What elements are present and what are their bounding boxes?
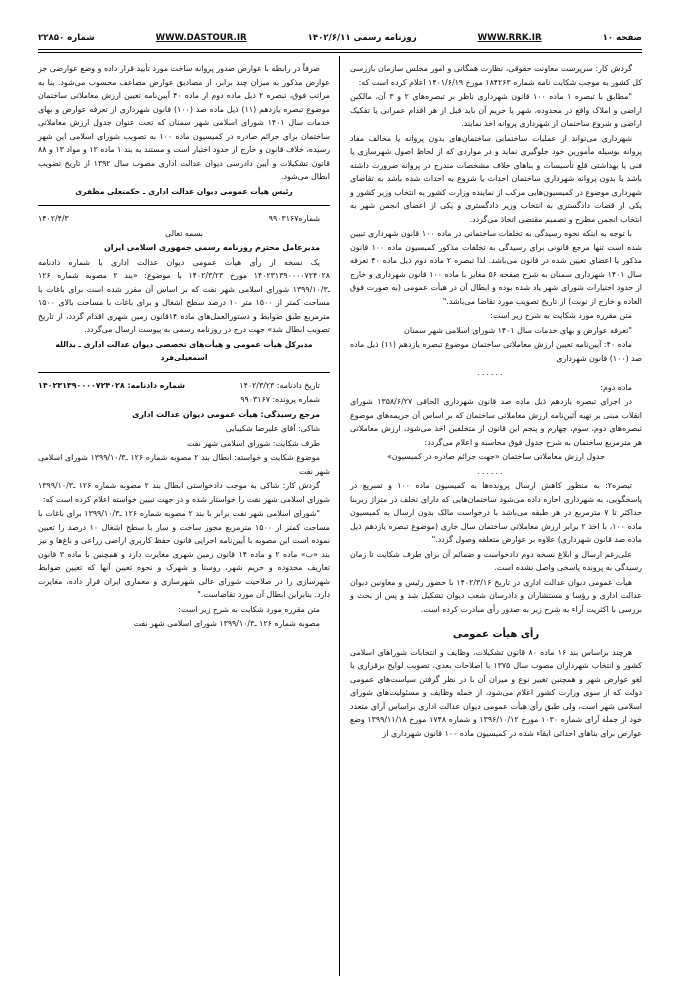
paragraph: صرفاً در رابطه با عوارض صدور پروانه ساخت مورد تأیید قرار داده و وضع عوارضی جز عوارض مذکور به میزان چند برابر، از مصادیق عوارض مضاعف محسوب می‌شود. بنا به مراتب فوق، تبصره ۲ ذیل ماده دوم از ماده ۴۰ آیین‌نامه تعیین ارزش معاملاتی ساختمان موضوع تبصره یازدهم (۱۱) ذیل ماده صد (۱۰۰) قانون شهرداری از تعرفه عوارض و بهای خدمات سال ۱۴۰۱ شورای اسلامی شهر سمنان که تحت عنوان جدول ارزش معاملاتی ساختمان برای جرائم صادره در کمیسیون ماده ۱۰۰ به تصویب شورای اسلامی این شهر رسیده، خلاف قانون و خارج از حدود اختیار است و مستند به بند ۱ ماده ۱۲ و مواد ۱۳ و ۸۸ قانون تشکیلات و آیین دادرسی دیوان عدالت اداری مصوب سال ۱۳۹۲ از تاریخ تصویب ابطال می‌شود. (38, 64, 331, 181)
signature: مدیرکل هیأت عمومی و هیأت‌های تخصصی دیوان عدالت اداری ـ یدالله اسمعیلی‌فرد (55, 339, 313, 362)
file-number: شماره پرونده: ۹۹۰۳۱۶۷ (240, 395, 320, 404)
paragraph: "شورای اسلامی شهر نفت برابر با بند ۲ مصوبه شماره ۱۲۶ ـ۱۳۹۹/۱۰/۳ برای باغات با مساحت کمتر از ۱۵۰۰ مترمربع مجوز ساخت و ساز با سطح اشغال ۱۰ درصد را تعیین نموده است این مصوبه با آیین‌نامه اجرایی قانون حفظ کاربری اراضی زراعی و باغ‌ها و نیز بند «ب» ماده ۲ و ماده ۱۴ قانون زمین شهری مغایرت دارد و همچنین با ماده ۳ قانون تعاریف محدوده و حریم شهر، روستا و شهرک و نحوه تعیین آنها که تعیین ضوابط شهرسازی را در صلاحیت شورای عالی شهرسازی و معماری ایران قرار داده، مغایرت دارد. بنابراین ابطال آن مورد تقاضاست." (38, 509, 330, 599)
newspaper-date: روزنامه رسمی ۱۴۰۲/۶/۱۱ (307, 33, 417, 43)
paragraph: با توجه به اینکه نحوه رسیدگی به تخلفات ساختمانی در ماده ۱۰۰ قانون شهرداری تبیین شده است تنها مرجع قانونی برای رسیدگی به تخلفات مذکور کمیسیون ماده ۱۰۰ قانون مذکور یا اعضای تعیین شده در قانون می‌باشد. لذا تبصره ۲ ماده دوم ذیل ماده ۴۰ تعرفه سال ۱۴۰۱ شهرداری سمنان به شرح صفحه ۵۶ مغایر با ماده ۱۰۰ قانون شهرداری و خارج از حدود اختیارات شورای شهر یاد شده بوده و ابطال آن در هیأت عمومی (به صورت فوق العاده و خارج از نوبت) از تاریخ تصویب مورد تقاضا می‌باشد." (350, 229, 642, 306)
letter-meta (38, 212, 330, 226)
url-left[interactable]: WWW.DASTOUR.IR (155, 33, 247, 43)
paragraph: در اجرای تبصره یازدهم ذیل ماده صد قانون شهرداری الحاقی ۱۳۵۸/۶/۲۷ شورای انقلاب مبنی بر تهیه آئین‌نامه ارزش معاملاتی ساختمان که بر اساس آن جریمه‌های موضوع تبصره‌های دوم، سوم، چهارم و پنجم این قانون از متخلفین اخذ می‌شود، ارزش معاملاتی هر مترمربع ساختمان به شرح جدول فوق محاسبه و اعلام می‌گردد: (350, 397, 642, 447)
left-column (38, 62, 330, 632)
paragraph: متن مقرره مورد شکایت به شرح زیر است: (178, 604, 320, 614)
right-column (350, 62, 642, 741)
paragraph: "تعرفه عوارض و بهای خدمات سال ۱۴۰۱ شورای اسلامی شهر سمنان (404, 325, 632, 335)
paragraph: "مطابق با تبصره ۱ ماده ۱۰۰ قانون شهرداری ناظر بر تبصره‌های ۲ و ۳ آن، مالکین اراضی و املاک واقع در محدوده، شهر یا حریم آن باید قبل از هر اقدام عمرانی یا تفکیک اراضی و شروع ساختمان از شهرداری پروانه اخذ نمایند. (350, 92, 642, 128)
verdict-meta (38, 379, 330, 393)
paragraph: تبصره۲: به منظور کاهش ارسال پرونده‌ها به کمیسیون ماده ۱۰۰ و تسریع در پاسخگویی، به شهرداری اجازه داده می‌شود ساختمان‌هایی که دارای تخلف در متراژ زیربنا حداکثر تا ۷ مترمربع در هر طبقه می‌باشد با درخواست مالک بدون ارسال به کمیسیون ماده ۱۰۰، با اخذ ۲ برابر ارزش معاملاتی ساختمان سال جاری (موضوع تبصره یازدهم ذیل ماده صد قانون شهرداری) علاوه بر عوارض متعلقه وصول گردد." (350, 481, 642, 544)
bismillah: بسمه تعالی (165, 228, 203, 238)
paragraph: هیأت عمومی دیوان عدالت اداری در تاریخ ۱۴۰۲/۳/۱۶ با حضور رئیس و معاونین دیوان عدالت اداری و رؤسا و مستشاران و دادرسان شعب دیوان تشکیل شد و پس از بحث و بررسی با اکثریت آراء به شرح زیر به صدور رأی مبادرت کرده است. (350, 577, 642, 614)
url-right[interactable]: WWW.RRK.IR (477, 33, 542, 43)
plaintiff: شاکی: آقای علیرضا شکیبایی (225, 424, 320, 433)
section-heading: رأی هیأت عمومی (452, 629, 540, 640)
defendant: طرف شکایت: شورای اسلامی شهر نفت (186, 438, 320, 448)
paragraph: گردش کار: سرپرست معاونت حقوقی، نظارت همگانی و امور مجلس سازمان بازرسی کل کشور به موجب شکایت نامه شماره ۱۸۴۲۶۳ مورخ ۱۴۰۱/۶/۱۹ اعلام کرده است که: (350, 64, 642, 87)
letter-date: ۱۴۰۲/۴/۳ (38, 214, 69, 223)
authority: مرجع رسیدگی: هیأت عمومی دیوان عدالت اداری (132, 409, 320, 419)
verdict-number: شماره دادنامه: ۱۴۰۲۳۱۳۹۰۰۰۰۷۲۴۰۲۸ (38, 380, 185, 390)
table-caption: جدول ارزش معاملاتی ساختمان «جهت جرائم صادره در کمیسیون» (387, 452, 605, 461)
header-rule (38, 49, 642, 53)
paragraph: یک نسخه از رأی هیأت عمومی دیوان عدالت اداری با شماره دادنامه ۱۴۰۲۳۱۳۹۰۰۰۰۷۲۴۰۲۸ مورخ ۱۴۰۲/۳/۲۳ با موضوع: «بند ۲ مصوبه شماره ۱۲۶ ـ۱۳۹۹/۱۰/۳ شورای اسلامی شهر نفت که بر اساس آن مقرر شده است برای باغات با مساحت کمتر از ۱۵۰۰ متر ۱۰ درصد سطح اشغال و برای باغات با مساحت بالای ۱۵۰۰ مترمربع طبق ضوابط و دستورالعمل‌های ماده ۱۴قانون زمین شهری اقدام گردد، از تاریخ تصویب ابطال شد» جهت درج در روزنامه رسمی به پیوست ارسال می‌گردد. (38, 257, 330, 334)
verdict-date: تاریخ دادنامه: ۱۴۰۲/۳/۲۳ (239, 380, 320, 390)
paragraph: متن مقرره مورد شکایت به شرح زیر است: (490, 311, 632, 320)
page-header (38, 30, 642, 46)
paragraph: ماده دوم: (600, 382, 632, 392)
separator (38, 205, 330, 206)
column-divider (339, 56, 340, 976)
signature: رئیس هیأت عمومی دیوان عدالت اداری ـ حکمتعلی مظفری (75, 186, 293, 196)
separator (38, 372, 330, 373)
ellipsis: ...... (477, 368, 505, 377)
page-number: صفحه ۱۰ (602, 33, 642, 43)
paragraph: گردش کار: شاکی به موجب دادخواستی ابطال بند ۲ مصوبه شماره ۱۲۶ ـ۱۳۹۹/۱۰/۳ شورای اسلامی شهر نفت را خواستار شده و در جهت تبیین خواسته اعلام کرده است که: (38, 481, 330, 504)
issue-number: شماره ۲۲۸۵۰ (38, 33, 95, 43)
paragraph: هرچند براساس بند ۱۶ ماده ۸۰ قانون تشکیلات، وظایف و انتخابات شوراهای اسلامی کشور و انتخاب شهرداران مصوب سال ۱۳۷۵ با اصلاحات بعدی، تصویب لوایح برقراری یا لغو عوارض شهر و همچنین تغییر نوع و میزان آن با در نظر گرفتن سیاست‌های عمومی دولت که از سوی وزارت کشور اعلام می‌شود، از جمله وظایف و مسئولیت‌های شورای اسلامی شهر است، ولی طبق رأی هیأت عمومی دیوان عدالت اداری براساس آرای متعدد خود از جمله آرای شماره ۱۰۳۰ مورخ ۱۳۹۶/۱۰/۱۲ و شماره ۱۷۴۸ مورخ ۱۳۹۹/۱۱/۱۸ وضع عوارض برای بناهای احداثی ابقاء شده در کمیسیون ماده ۱۰۰ قانون شهرداری از (350, 647, 643, 738)
paragraph: مصوبه شماره ۱۲۶ ـ۱۳۹۹/۱۰/۳ شورای اسلامی شهر نفت (133, 619, 320, 628)
ellipsis: ...... (477, 466, 505, 476)
paragraph: شهرداری می‌تواند از عملیات ساختمانی ساختمان‌های بدون پروانه یا مخالف مفاد پروانه بوسیله مأمورین خود جلوگیری نماید و در مواردی که از لحاظ اصول شهرسازی یا فنی یا بهداشتی قلع تأسیسات و بناهای خلاف مشخصات مندرج در پروانه ضرورت داشته باشد یا بدون پروانه شهرداری ساختمان احداث یا شروع به احداث شده باشد به تقاضای شهرداری موضوع در کمیسیون‌هایی مرکب از نماینده وزارت کشور به انتخاب وزیر کشور و یکی از قضات دادگستری به انتخاب وزیر دادگستری و یکی از اعضای انجمن شهر به انتخاب انجمن مطرح و تصمیم مقتضی اتخاذ می‌گردد. (350, 133, 642, 224)
addressee: مدیرعامل محترم روزنامه رسمی جمهوری اسلامی ایران (104, 243, 320, 252)
subject: موضوع شکایت و خواسته: ابطال بند ۲ مصوبه شماره ۱۲۶ ـ۱۳۹۹/۱۰/۳ شورای اسلامی شهر نفت (38, 453, 330, 476)
paragraph: ماده ۴۰: آیین‌نامه تعیین ارزش معاملاتی ساختمان موضوع تبصره یازدهم (۱۱) ذیل ماده صد (۱۰۰) قانون شهرداری (350, 340, 642, 363)
paragraph: علی‌رغم ارسال و ابلاغ نسخه دوم دادخواست و ضمائم آن برای طرف شکایت تا زمان رسیدگی به پرونده پاسخی واصل نشده است. (350, 549, 642, 572)
letter-number: شماره۹۹۰۳۱۶۷ (268, 214, 320, 223)
